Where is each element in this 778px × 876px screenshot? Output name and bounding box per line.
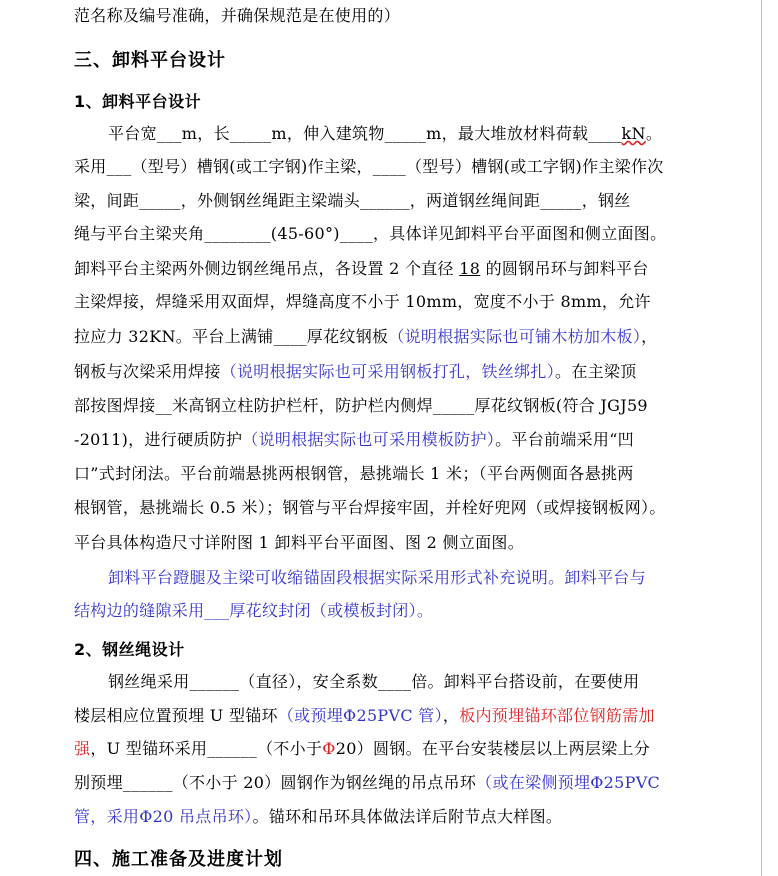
text-run: 平台具体构造尺寸详附图 1 卸料平台平面图、图 2 侧立面图。 [74,533,525,552]
text-line [74,191,684,211]
text-run: （或预埋Φ25PVC 管） [277,706,443,725]
text-run: ， [641,327,658,346]
text-line [74,224,684,244]
text-line [108,672,684,692]
text-line [108,124,684,144]
text-run: 钢丝绳采用______（直径），安全系数____倍。卸料平台搭设前，在要使用 [108,672,640,691]
text-run: 。锚环和吊环具体做法详后附节点大样图。 [252,807,563,826]
text-run: 卸料平台主梁两外侧边钢丝绳吊点，各设置 2 个直径 [74,259,460,278]
text-run: 卸料平台蹬腿及主梁可收缩锚固段根据实际采用形式补充说明。卸料平台与 [108,568,646,587]
text-run: （说明根据实际也可采用钢板打孔，铁丝绑扎） [220,362,556,381]
text-run: 。在主梁顶 [555,362,637,381]
text-run: 部按图焊接__米高钢立柱防护栏杆，防护栏内侧焊_____厚花纹钢板(符合 JGJ59 [74,396,648,415]
text-line [74,706,684,726]
text-run: 20）圆钢。在平台安装楼层以上两层梁上分 [335,739,651,758]
text-run: 别预埋______（不小于 20）圆钢作为钢丝绳的吊点吊环 [74,773,477,792]
subsection-heading-1: 1、卸料平台设计 [74,92,202,111]
subsection-heading-2: 2、钢丝绳设计 [74,640,185,659]
text-run: 结构边的缝隙采用___厚花纹封闭（或模板封闭）。 [74,601,434,620]
text-run: -2011)，进行硬质防护 [74,430,243,449]
text-run: 。 [645,124,663,143]
section-heading-3: 三、卸料平台设计 [74,50,226,71]
text-run: 。平台前端采用“凹 [495,430,634,449]
text-line [74,601,684,621]
text-run: 管，采用Φ20 吊点吊环） [74,807,253,826]
text-run: 的圆钢吊环与卸料平台 [480,259,649,278]
text-run: （或在梁侧预埋Φ25PVC [476,773,661,792]
text-line [74,533,684,553]
text-line [74,773,684,793]
text-run: ， [442,706,460,725]
text-run: 拉应力 32KN。平台上满铺____厚花纹钢板 [74,327,389,346]
text-run: 根钢管，悬挑端长 0.5 米）；钢管与平台焊接牢固，并栓好兜网（或焊接钢板网）。 [74,498,666,517]
text-run: 绳与平台主梁夹角________(45-60°)____，具体详见卸料平台平面图和侧立面图。 [74,224,667,243]
text-line [74,464,684,484]
text-line [74,362,684,382]
text-line [74,259,684,279]
text-run: 钢板与次梁采用焊接 [74,362,221,381]
text-run: 楼层相应位置预埋 U 型锚环 [74,706,278,725]
text-line [74,292,684,312]
text-line [74,807,684,827]
section-heading-4: 四、施工准备及进度计划 [74,849,283,870]
text-line [74,498,684,518]
text-line [74,739,684,759]
text-run: 范名称及编号准确，并确保规范是在使用的） [74,6,401,25]
text-run: 梁，间距_____，外侧钢丝绳距主梁端头______，两道钢丝绳间距_____，钢丝 [74,191,631,210]
text-line [74,6,684,26]
text-run: 采用___（型号）槽钢(或工字钢)作主梁，____（型号）槽钢(或工字钢)作主梁作次 [74,157,664,176]
text-run: 强 [74,739,91,758]
text-run: kN [621,124,646,143]
text-run: （说明根据实际也可采用模板防护） [242,430,496,449]
text-run: 平台宽___m，长_____m，伸入建筑物_____m，最大堆放材料荷载____ [108,124,622,143]
text-run: 18 [459,259,481,278]
text-line [74,327,684,347]
text-line [74,396,684,416]
text-run: 主梁焊接，焊缝采用双面焊，焊缝高度不小于 10mm，宽度不小于 8mm，允许 [74,292,651,311]
text-line [74,157,684,177]
text-line [108,568,684,588]
text-line [74,430,684,450]
text-run: Φ [322,739,336,758]
text-run: ，U 型锚环采用______（不小于 [90,739,323,758]
page-margin-line [761,0,762,876]
text-run: 板内预埋锚环部位钢筋需加 [459,706,655,725]
text-run: 口”式封闭法。平台前端悬挑两根钢管，悬挑端长 1 米；（平台两侧面各悬挑两 [74,464,634,483]
text-run: （说明根据实际也可铺木枋加木板） [388,327,642,346]
